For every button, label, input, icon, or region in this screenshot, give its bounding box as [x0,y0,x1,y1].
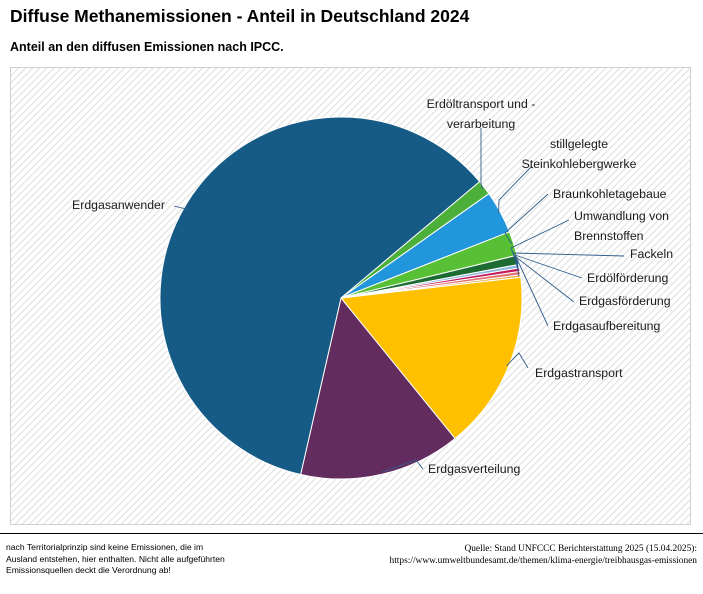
source-line-1: Quelle: Stand UNFCCC Berichterstattung 2025 (15.04.2025): [464,544,697,554]
slice-label-8: Fackeln [630,247,674,261]
slice-label-11: Erdgasaufbereitung [553,319,661,333]
pie-chart [11,68,691,525]
slice-label-1: Erdgastransport [535,366,623,380]
slice-label-4: Erdöltransport und -verarbeitungErdöltransport und -verarbeitung [426,97,536,131]
slice-label-2: Erdgasverteilung [428,462,521,476]
chart-subtitle: Anteil an den diffusen Emissionen nach IPCC. [10,40,284,54]
page-title: Diffuse Methanemissionen - Anteil in Deutschland 2024 [10,6,470,26]
slice-label-6: Braunkohletagebaue [553,187,667,201]
footer-divider [0,533,703,534]
slice-label-5: stillgelegte Steinkohlebergwerkestillgelegte Steinkohlebergwerke [521,137,637,171]
plot-area [10,67,691,525]
slice-label-10: Erdgasförderung [579,294,671,308]
slice-label-3: Erdgasanwender [72,198,165,212]
slice-label-7: Umwandlung von BrennstoffenUmwandlung von Brennstoffen [574,209,670,243]
slice-label-9: Erdölförderung [587,271,669,285]
footnote: nach Territorialprinzip sind keine Emissionen, die im Ausland entstehen, hier enthalten. Nicht alle aufgeführten Emissionsquellen deckt die Verordnung ab! [6,542,225,575]
source-note [277,543,697,567]
source-line-2[interactable]: https://www.umweltbundesamt.de/themen/klima-energie/treibhausgas-emissionen [389,556,697,566]
